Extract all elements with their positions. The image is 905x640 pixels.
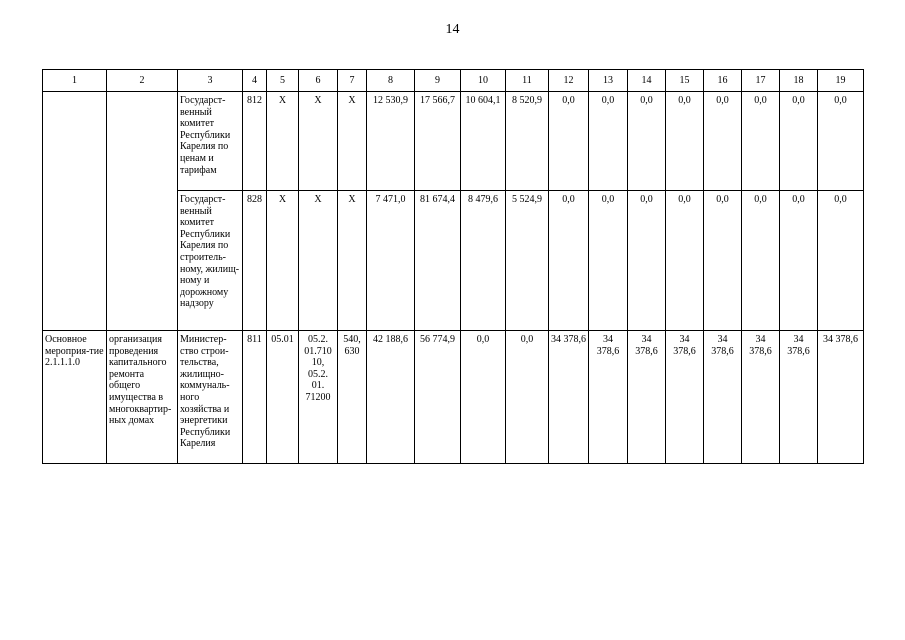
header-cell: 10 — [461, 70, 506, 92]
description-cell — [107, 92, 178, 331]
code-cell: 812 — [243, 92, 267, 191]
value-cell: 42 188,6 — [367, 331, 415, 464]
table-row — [43, 331, 864, 464]
header-cell: 7 — [338, 70, 367, 92]
value-cell: 81 674,4 — [415, 191, 461, 331]
value-cell: 0,0 — [628, 191, 666, 331]
value-cell: 56 774,9 — [415, 331, 461, 464]
header-cell: 4 — [243, 70, 267, 92]
value-cell: 0,0 — [589, 191, 628, 331]
value-cell: 7 471,0 — [367, 191, 415, 331]
measure-cell: Основное мероприя-тие 2.1.1.1.0 — [43, 331, 107, 464]
value-cell: 8 520,9 — [506, 92, 549, 191]
page-number: 14 — [445, 22, 460, 37]
value-cell: 0,0 — [704, 92, 742, 191]
section-cell: 05.01 — [267, 331, 299, 464]
header-cell: 17 — [742, 70, 780, 92]
target-article-cell: Х — [299, 92, 338, 191]
value-cell: 0,0 — [742, 92, 780, 191]
target-article-cell: 05.2. 01.710 10, 05.2. 01. 71200 — [299, 331, 338, 464]
code-cell: 828 — [243, 191, 267, 331]
header-cell: 19 — [818, 70, 864, 92]
expense-type-cell: Х — [338, 191, 367, 331]
value-cell: 0,0 — [780, 92, 818, 191]
section-cell: Х — [267, 191, 299, 331]
value-cell: 0,0 — [780, 191, 818, 331]
header-cell: 1 — [43, 70, 107, 92]
value-cell: 34 378,6 — [818, 331, 864, 464]
value-cell: 17 566,7 — [415, 92, 461, 191]
value-cell: 0,0 — [742, 191, 780, 331]
expense-type-cell: 540, 630 — [338, 331, 367, 464]
value-cell: 34 378,6 — [666, 331, 704, 464]
value-cell: 0,0 — [628, 92, 666, 191]
value-cell: 10 604,1 — [461, 92, 506, 191]
header-cell: 3 — [178, 70, 243, 92]
value-cell: 0,0 — [666, 92, 704, 191]
description-cell: организация проведения капитального ремонта общего имущества в многоквартир-ных домах — [107, 331, 178, 464]
header-cell: 12 — [549, 70, 589, 92]
table-row — [43, 92, 864, 191]
value-cell: 12 530,9 — [367, 92, 415, 191]
value-cell: 34 378,6 — [628, 331, 666, 464]
header-cell: 14 — [628, 70, 666, 92]
value-cell: 0,0 — [506, 331, 549, 464]
value-cell: 0,0 — [549, 191, 589, 331]
executor-cell: Государст-венный комитет Республики Карелия по строитель-ному, жилищ-ному и дорожному надзору — [178, 191, 243, 331]
expense-type-cell: Х — [338, 92, 367, 191]
header-cell: 11 — [506, 70, 549, 92]
header-cell: 8 — [367, 70, 415, 92]
value-cell: 34 378,6 — [549, 331, 589, 464]
value-cell: 0,0 — [818, 92, 864, 191]
value-cell: 34 378,6 — [704, 331, 742, 464]
header-cell: 16 — [704, 70, 742, 92]
header-cell: 18 — [780, 70, 818, 92]
budget-table — [42, 69, 864, 464]
value-cell: 0,0 — [666, 191, 704, 331]
header-cell: 6 — [299, 70, 338, 92]
value-cell: 34 378,6 — [780, 331, 818, 464]
value-cell: 0,0 — [704, 191, 742, 331]
value-cell: 0,0 — [818, 191, 864, 331]
value-cell: 0,0 — [461, 331, 506, 464]
header-cell: 2 — [107, 70, 178, 92]
table-header-row — [43, 70, 864, 92]
executor-cell: Государст-венный комитет Республики Карелия по ценам и тарифам — [178, 92, 243, 191]
value-cell: 34 378,6 — [742, 331, 780, 464]
value-cell: 0,0 — [549, 92, 589, 191]
value-cell: 0,0 — [589, 92, 628, 191]
section-cell: Х — [267, 92, 299, 191]
header-cell: 13 — [589, 70, 628, 92]
value-cell: 8 479,6 — [461, 191, 506, 331]
measure-cell — [43, 92, 107, 331]
header-cell: 5 — [267, 70, 299, 92]
value-cell: 5 524,9 — [506, 191, 549, 331]
executor-cell: Министер-ство строи-тельства, жилищно-коммуналь-ного хозяйства и энергетики Республики Карелия — [178, 331, 243, 464]
header-cell: 9 — [415, 70, 461, 92]
code-cell: 811 — [243, 331, 267, 464]
header-cell: 15 — [666, 70, 704, 92]
value-cell: 34 378,6 — [589, 331, 628, 464]
target-article-cell: Х — [299, 191, 338, 331]
